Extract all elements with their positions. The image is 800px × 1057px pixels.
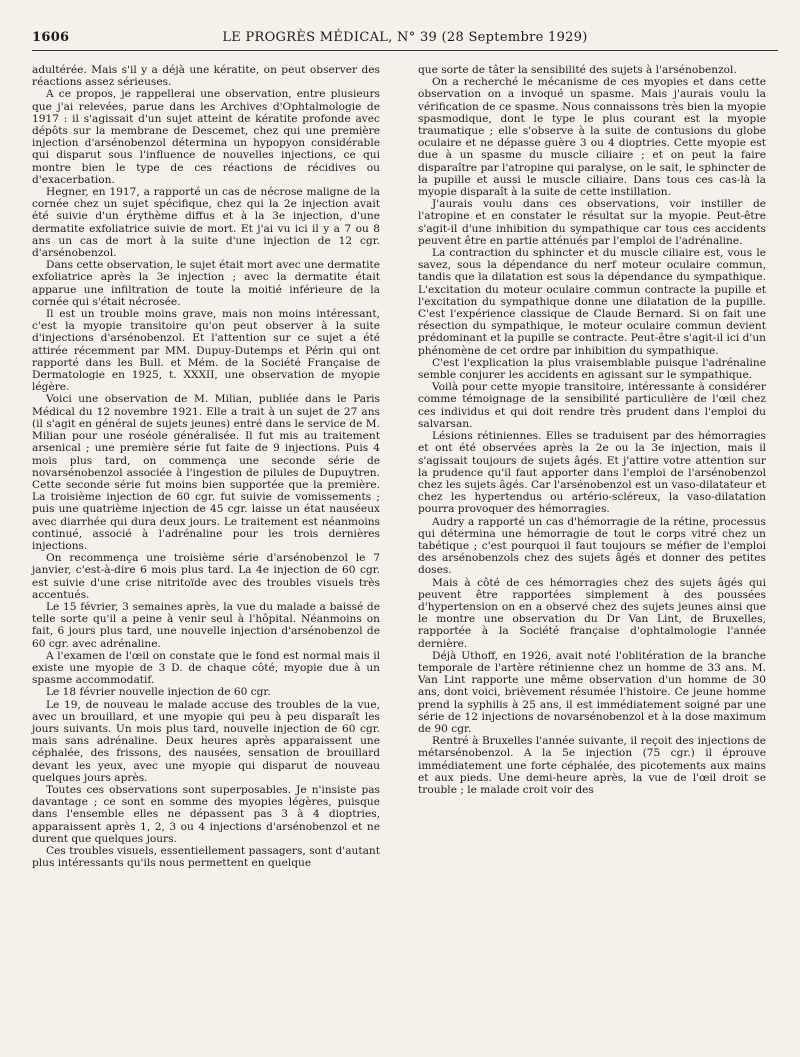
paragraph: Il est un trouble moins grave, mais non moins intéressant, c'est la myopie transitoire qu'on peut observer à la suite d'injections d'arsénobenzol. Et l'attention sur ce sujet a été attirée récemment par MM. Dupuy-Dutemps et Périn qui ont rapporté dans les Bull. et Mém. de la Société Française de Dermatologie en 1925, t. XXXII, une observation de myopie légère. [32,308,380,394]
paragraph: Voici une observation de M. Milian, publiée dans le Paris Médical du 12 novembre 1921. Elle a trait à un sujet de 27 ans (il s'agit en général de sujets jeunes) entré dans le service de M. Milian pour une roséole généralisée. Il fut mis au traitement arsenical ; une première série fut faite de 9 injections. Puis 4 mois plus tard, on commença une seconde série de novarsénobenzol associée à l'ingestion de pilules de Dupuytren. Cette seconde série fut moins bien supportée que la première. La troisième injection de 60 cgr. fut suivie de vomissements ; puis une quatrième injection de 45 cgr. laisse un état nauséeux avec diarrhée qui dura deux jours. Le traitement est néanmoins continué, associé à l'adrénaline pour les trois dernières injections. [32,393,380,552]
paragraph: Le 18 février nouvelle injection de 60 cgr. [46,686,271,699]
paragraph: Rentré à Bruxelles l'année suivante, il reçoit des injections de métarsénobenzol. A la 5e injection (75 cgr.) il éprouve immédiatement une forte céphalée, des picotements aux mains et aux pieds. Une demi-heure après, la vue de l'œil droit se trouble ; le malade croit voir des [418,735,766,796]
paragraph: Déjà Uthoff, en 1926, avait noté l'oblitération de la branche temporale de l'artère rétinienne chez un homme de 33 ans. M. Van Lint rapporte une même observation d'un homme de 30 ans, dont voici, brièvement résumée l'histoire. Ce jeune homme prend la syphilis à 25 ans, il est immédiatement soigné par une série de 12 injections de novarsénobenzol et à la dose maximum de 90 cgr. [418,649,766,735]
header-rule [32,50,778,51]
paragraph: Voilà pour cette myopie transitoire, intéressante à considérer comme témoignage de la sensibilité particulière de l'œil chez ces individus et qui doit rendre très prudent dans l'emploi du salvarsan. [418,381,766,430]
paragraph: Mais à côté de ces hémorragies chez des sujets âgés qui peuvent être rapportées simplement à des poussées d'hypertension on en a observé chez des sujets jeunes ainsi que le montre une observation du Dr Van Lint, de Bruxelles, rapportée à la Société française d'ophtalmologie l'année dernière. [418,576,766,650]
paragraph: On recommença une troisième série d'arsénobenzol le 7 janvier, c'est-à-dire 6 mois plus tard. La 4e injection de 60 cgr. est suivie d'une crise nitritoïde avec des troubles visuels très accentués. [32,552,380,601]
paragraph: C'est l'explication la plus vraisemblable puisque l'adrénaline semble conjurer les accidents en agissant sur le sympathique. [418,356,766,382]
paragraph: Lésions rétiniennes. Elles se traduisent par des hémorragies et ont été observées après la 2e ou la 3e injection, mais il s'agissait toujours de sujets âgés. Et j'attire votre attention sur la prudence qu'il faut apporter dans l'emploi de l'arsénobenzol chez les sujets âgés. Car l'arsénobenzol est un vaso-dilatateur et chez les hypertendus ou artério-scléreux, la vaso-dilatation pourra provoquer des hémorragies. [418,430,766,516]
page-number: 1606 [32,30,70,45]
paragraph: Dans cette observation, le sujet était mort avec une dermatite exfoliatrice après la 3e injection ; avec la dermatite était apparue une infiltration de toute la moitié inférieure de la cornée qui s'était nécrosée. [32,259,380,308]
left-column [32,64,380,869]
paragraph: A l'examen de l'œil on constate que le fond est normal mais il existe une myopie de 3 D. de chaque côté, myopie due à un spasme accommodatif. [32,649,380,687]
paragraph: Le 15 février, 3 semaines après, la vue du malade a baissé de telle sorte qu'il a peine à venir seul à l'hôpital. Néanmoins on fait, 6 jours plus tard, une nouvelle injection d'arsénobenzol de 60 cgr. avec adrénaline. [32,600,380,650]
paragraph: Hegner, en 1917, a rapporté un cas de nécrose maligne de la cornée chez un sujet spécifique, chez qui la 2e injection avait été suivie d'un érythème diffus et à la 3e injection, d'une dermatite exfoliatrice suivie de mort. Et j'ai vu ici il y a 7 ou 8 ans un cas de mort à la suite d'une injection de 12 cgr. d'arsénobenzol. [32,186,380,260]
paragraph: Le 19, de nouveau le malade accuse des troubles de la vue, avec un brouillard, et une myopie qui peu à peu disparaît les jours suivants. Un mois plus tard, nouvelle injection de 60 cgr. mais sans adrénaline. Deux heures après apparaissent une céphalée, des frissons, des nausées, sensation de brouillard devant les yeux, avec une myopie qui disparut de nouveau quelques jours après. [32,698,380,784]
paragraph: que sorte de tâter la sensibilité des sujets à l'arsénobenzol. [418,64,737,76]
page-header [32,30,778,50]
running-title: LE PROGRÈS MÉDICAL, N° 39 (28 Septembre 1929) [222,30,588,45]
paragraph: Audry a rapporté un cas d'hémorragie de la rétine, processus qui détermina une hémorragie de tout le corps vitré chez un tabétique ; c'est pourquoi il faut toujours se méfier de l'emploi des arsénobenzols chez des sujets âgés et donner des petites doses. [418,515,766,577]
paragraph: adultérée. Mais s'il y a déjà une kératite, on peut observer des réactions assez sérieuses. [32,64,380,89]
paragraph: Toutes ces observations sont superposables. Je n'insiste pas davantage ; ce sont en somme des myopies légères, puisque dans l'ensemble elles ne dépassent pas 3 à 4 dioptries, apparaissent après 1, 2, 3 ou 4 injections d'arsénobenzol et ne durent que quelques jours. [32,783,380,845]
paragraph: A ce propos, je rappellerai une observation, entre plusieurs que j'ai relevées, parue dans les Archives d'Ophtalmologie de 1917 : il s'agissait d'un sujet atteint de kératite profonde avec dépôts sur la membrane de Descemet, chez qui une première injection d'arsénobenzol détermina un hypopyon considérable qui disparut sous l'influence de nouvelles injections, ce qui montre bien le type de ces réactions de récidives ou d'exacerbation. [32,88,380,186]
paragraph: Ces troubles visuels, essentiellement passagers, sont d'autant plus intéressants qu'ils nous permettent en quelque [32,845,380,870]
right-column [418,64,766,796]
paragraph: On a recherché le mécanisme de ces myopies et dans cette observation on a invoqué un spasme. Mais j'aurais voulu la vérification de ce spasme. Nous connaissons très bien la myopie spasmodique, dont le type le plus courant est la myopie traumatique ; elle s'observe à la suite de contusions du globe oculaire et ne dépasse guère 3 ou 4 dioptries. Cette myopie est due à un spasme du muscle ciliaire ; et on peut la faire disparaître par l'atropine qui paralyse, on le sait, le sphincter de la pupille et aussi le muscle ciliaire. Dans tous ces cas-là la myopie disparaît à la suite de cette instillation. [418,76,766,199]
paragraph: La contraction du sphincter et du muscle ciliaire est, vous le savez, sous la dépendance du nerf moteur oculaire commun, tandis que la dilatation est sous la dépendance du sympathique. L'excitation du moteur oculaire commun contracte la pupille et l'excitation du sympathique donne une dilatation de la pupille. C'est l'expérience classique de Claude Bernard. Si on fait une résection du sympathique, le moteur oculaire commun devient prédominant et la pupille se contracte. Peut-être s'agit-il ici d'un phénomène de cet ordre par inhibition du sympathique. [418,247,766,357]
paragraph: J'aurais voulu dans ces observations, voir instiller de l'atropine et en constater le résultat sur la myopie. Peut-être s'agit-il d'une inhibition du sympathique car tous ces accidents peuvent être en partie atténués par l'emploi de l'adrénaline. [418,198,766,247]
